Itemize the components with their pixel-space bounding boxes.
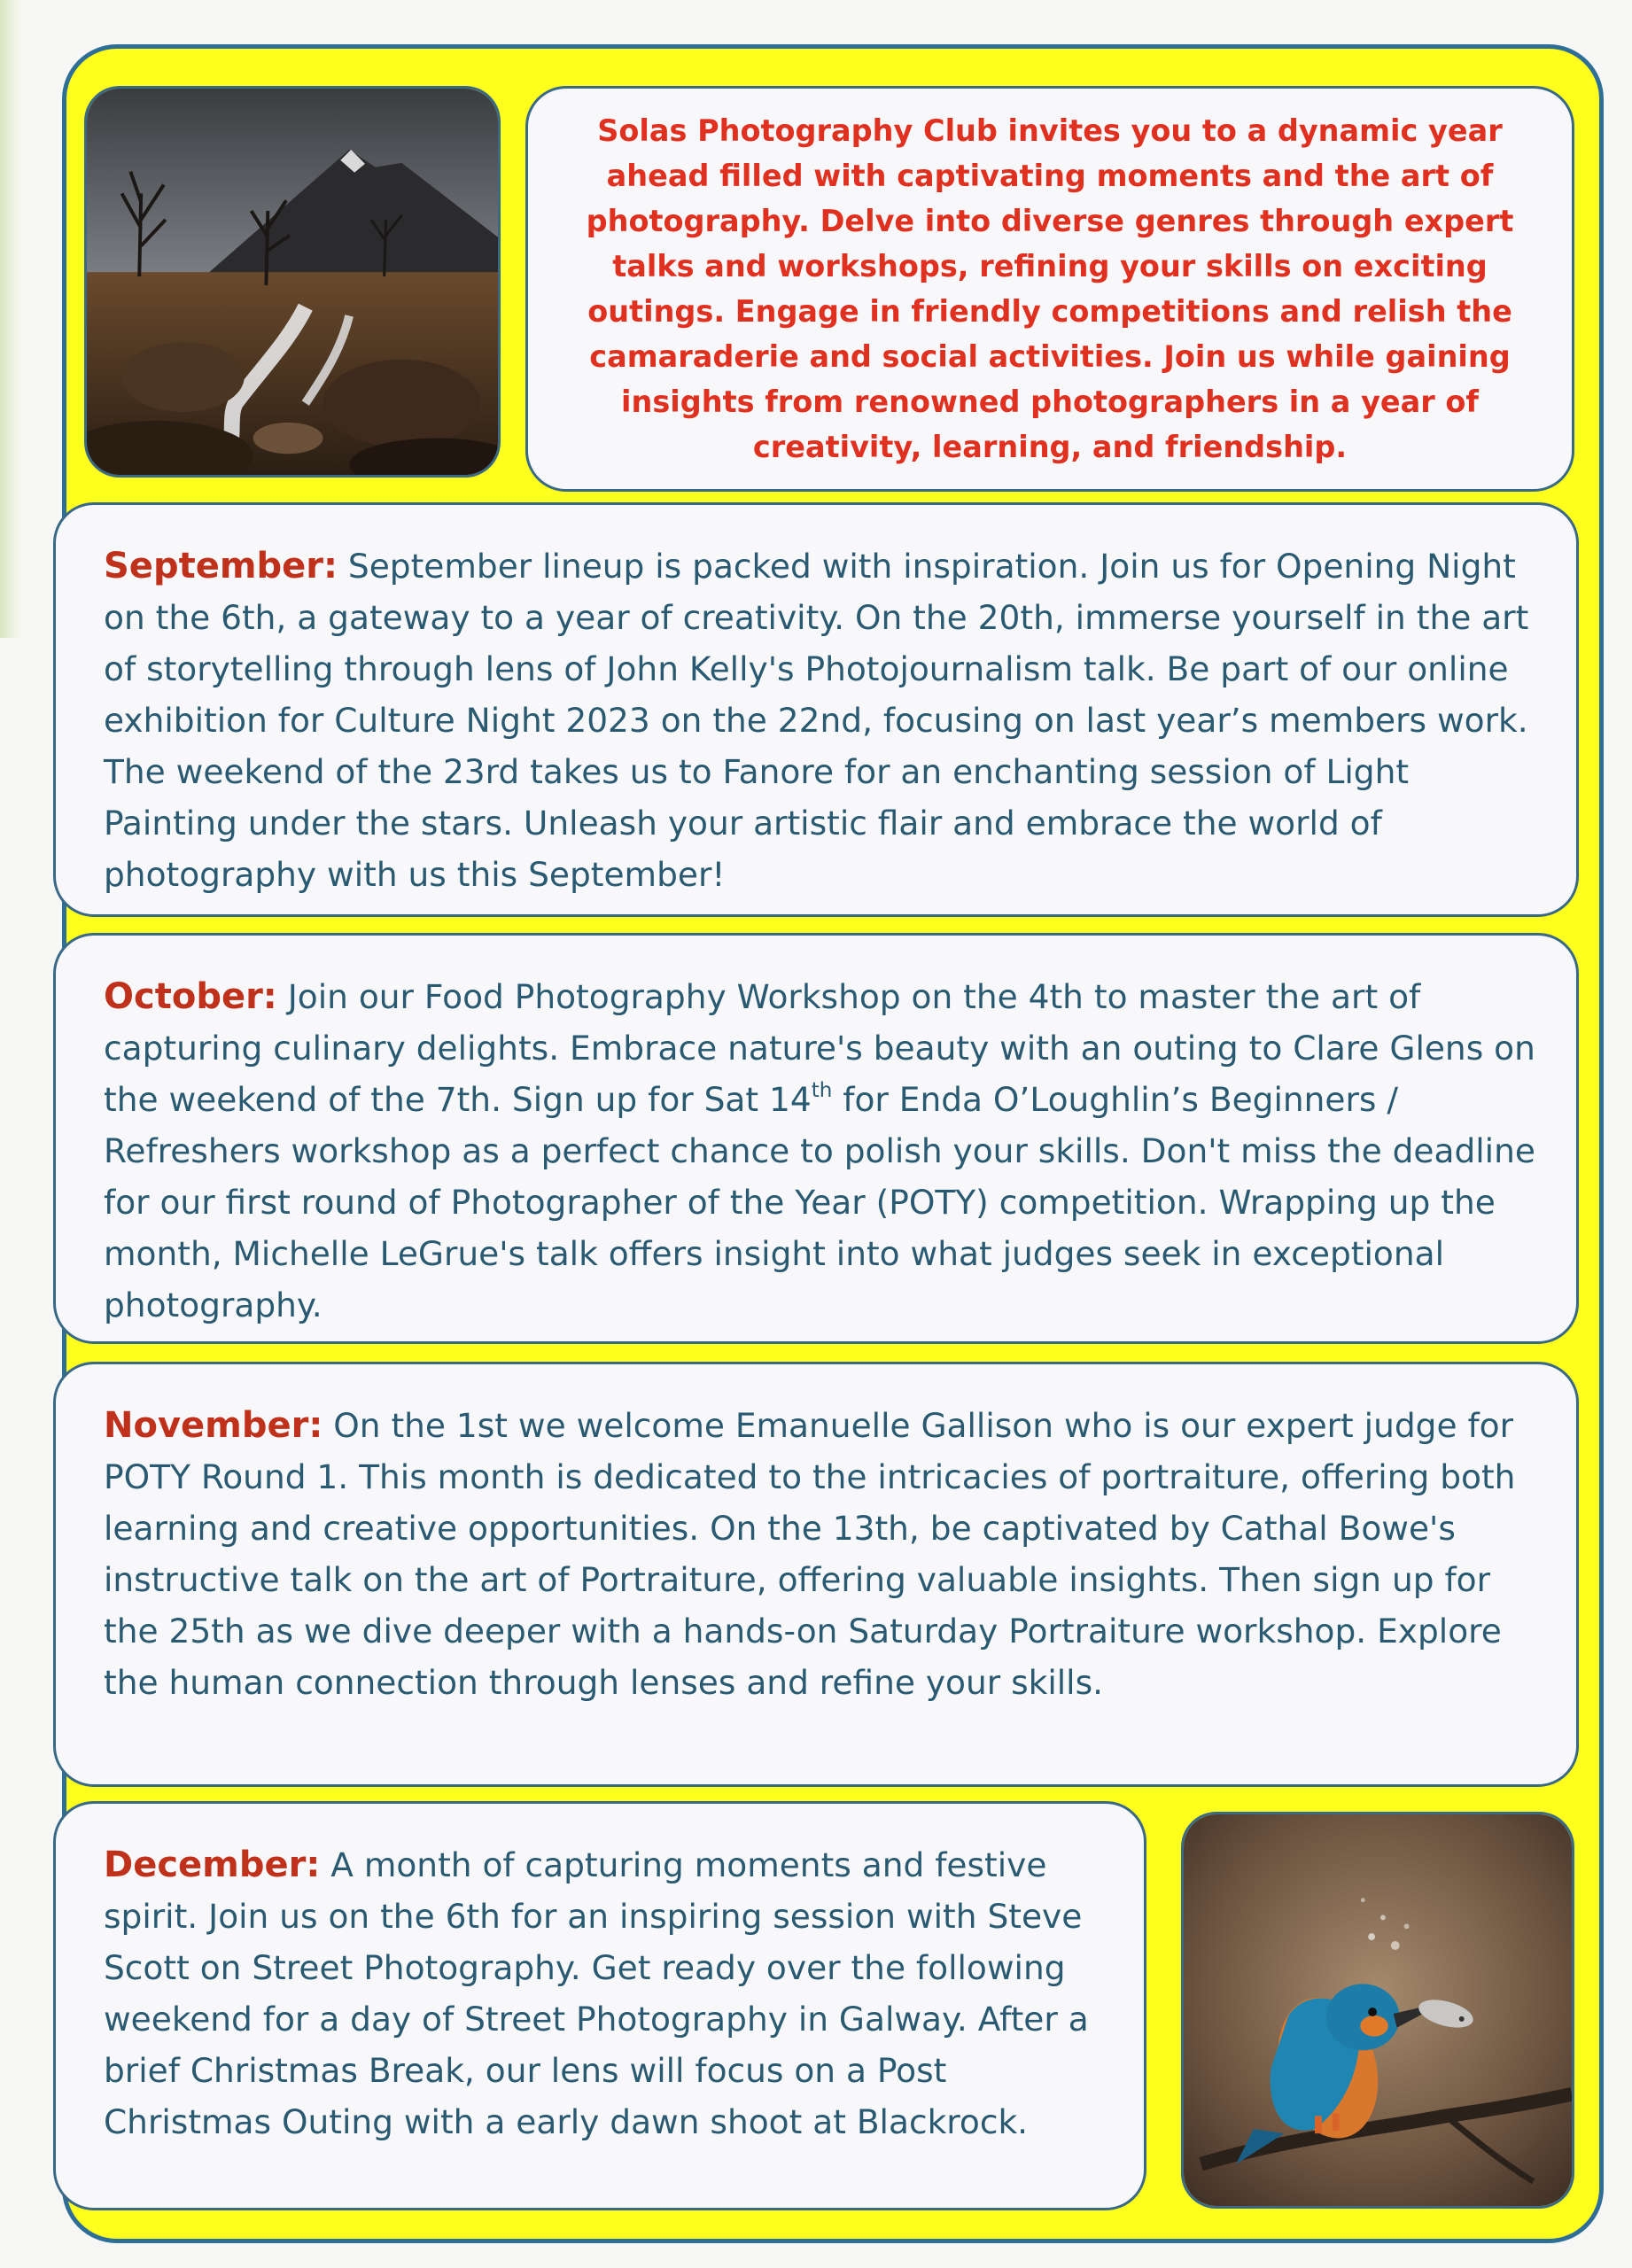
december-paragraph bbox=[104, 1839, 1117, 2148]
october-text-before: Join our Food Photography Workshop on the 4th to master the art of capturing culinary delights. Embrace nature's beauty with an outing to Clare Glens on the weekend of the 7th. Sign up for Sat 14 bbox=[104, 977, 1535, 1119]
waterfall-landscape-photo bbox=[84, 86, 501, 478]
scan-edge bbox=[0, 0, 23, 638]
december-box bbox=[53, 1801, 1146, 2210]
flyer-frame bbox=[62, 44, 1604, 2243]
waterfall-landscape-image bbox=[87, 89, 498, 475]
october-paragraph bbox=[104, 971, 1539, 1331]
kingfisher-photo bbox=[1181, 1812, 1574, 2209]
september-text: September lineup is packed with inspiration. Join us for Opening Night on the 6th, a gateway to a year of creativity. On the 20th, immerse yourself in the art of storytelling through lens of John Kelly's Photojournalism talk. Be part of our online exhibition for Culture Night 2023 on the 22nd, focusing on last year’s members work. The weekend of the 23rd takes us to Fanore for an enchanting session of Light Painting under the stars. Unleash your artistic flair and embrace the world of photography with us this September! bbox=[104, 547, 1529, 894]
november-paragraph bbox=[104, 1400, 1539, 1708]
september-box bbox=[53, 502, 1579, 917]
november-label: November: bbox=[104, 1405, 323, 1446]
intro-text: Solas Photography Club invites you to a dynamic year ahead filled with captivating moments and the art of photography. Delve into diverse genres through expert talks and workshops, refining your skills on exciting outings. Engage in friendly competitions and relish the camaraderie and social activities. Join us while gaining insights from renowned photographers in a year of creativity, learning, and friendship. bbox=[586, 113, 1514, 464]
september-paragraph bbox=[104, 540, 1539, 900]
intro-box bbox=[525, 86, 1574, 492]
september-label: September: bbox=[104, 546, 338, 586]
december-text: A month of capturing moments and festive spirit. Join us on the 6th for an inspiring session with Steve Scott on Street Photography. Get ready over the following weekend for a day of Street Photography in Galway. After a brief Christmas Break, our lens will focus on a Post Christmas Outing with a early dawn shoot at Blackrock. bbox=[104, 1845, 1089, 2141]
october-text-after: for Enda O’Loughlin’s Beginners / Refreshers workshop as a perfect chance to polish your skills. Don't miss the deadline for our first round of Photographer of the Year (POTY) competition. Wrapping up the month, Michelle LeGrue's talk offers insight into what judges seek in exceptional photography. bbox=[104, 1080, 1535, 1324]
november-text: On the 1st we welcome Emanuelle Gallison who is our expert judge for POTY Round 1. This month is dedicated to the intricacies of portraiture, offering both learning and creative opportunities. On the 13th, be captivated by Cathal Bowe's instructive talk on the art of Portraiture, offering valuable insights. Then sign up for the 25th as we dive deeper with a hands-on Saturday Portraiture workshop. Explore the human connection through lenses and refine your skills. bbox=[104, 1406, 1516, 1702]
kingfisher-image bbox=[1184, 1814, 1572, 2206]
november-box bbox=[53, 1362, 1579, 1787]
december-label: December: bbox=[104, 1845, 321, 1885]
october-box bbox=[53, 933, 1579, 1344]
october-superscript: th bbox=[811, 1079, 833, 1102]
october-label: October: bbox=[104, 976, 277, 1017]
